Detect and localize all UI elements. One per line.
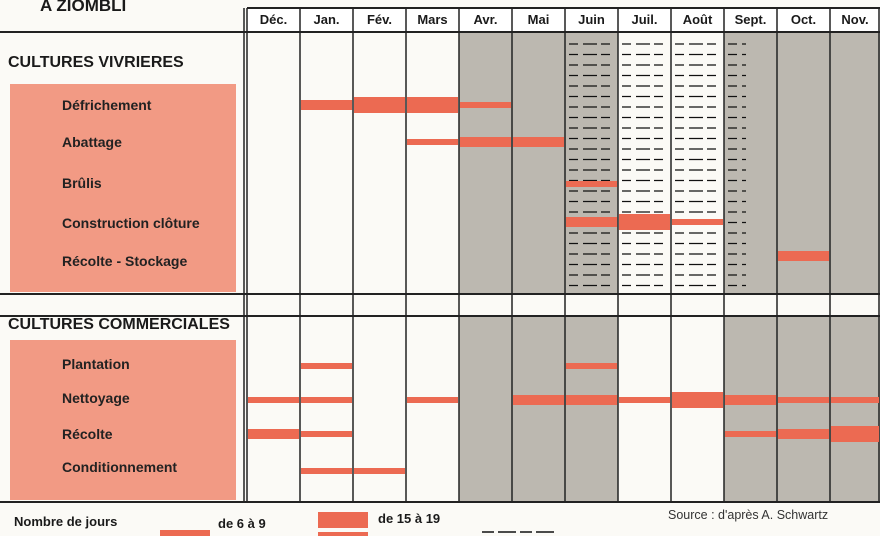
month-label: Mai — [527, 12, 550, 27]
row-label: Abattage — [62, 134, 122, 150]
activity-bar — [248, 429, 299, 439]
month-label: Déc. — [259, 12, 288, 27]
month-label: Juil. — [631, 12, 658, 27]
activity-bar — [831, 426, 879, 442]
rainy-season-band — [777, 316, 830, 502]
row-label: Construction clôture — [62, 215, 200, 231]
activity-bar — [248, 397, 299, 403]
activity-bar — [407, 139, 458, 145]
rainy-season-band — [724, 316, 777, 502]
activity-bar — [566, 181, 617, 187]
rainy-season-band — [565, 32, 618, 294]
activity-bar — [301, 431, 352, 437]
row-label: Plantation — [62, 356, 130, 372]
section-title-commerciales: CULTURES COMMERCIALES — [8, 316, 230, 333]
activity-bar — [778, 429, 829, 439]
row-label: Conditionnement — [62, 459, 178, 475]
activity-bar — [831, 397, 879, 403]
activity-bar — [566, 395, 617, 405]
rainy-season-band — [565, 316, 618, 502]
legend-swatch-medium — [318, 532, 368, 536]
row-label: Brûlis — [62, 175, 102, 191]
legend-low-label: de 6 à 9 — [218, 516, 266, 531]
row-label: Défrichement — [62, 97, 152, 113]
row-label: Récolte - Stockage — [62, 253, 188, 269]
activity-bar — [407, 397, 458, 403]
month-label: Oct. — [790, 12, 817, 27]
activity-bar — [725, 395, 776, 405]
activity-bar — [301, 397, 352, 403]
rainy-season-band — [830, 316, 880, 502]
activity-bar — [460, 102, 511, 108]
activity-bar — [301, 363, 352, 369]
rainy-season-band — [459, 316, 512, 502]
activity-bar — [566, 363, 617, 369]
rainy-season-band — [512, 32, 565, 294]
page-title: A ZIOMBLI — [40, 0, 127, 15]
row-label: Nettoyage — [62, 390, 130, 406]
legend-high-label: de 15 à 19 — [378, 511, 441, 526]
month-label: Jan. — [313, 12, 340, 27]
activity-bar — [672, 219, 723, 225]
activity-bar — [778, 251, 829, 261]
month-label: Nov. — [841, 12, 869, 27]
activity-bar — [407, 97, 458, 113]
month-label: Août — [682, 12, 713, 27]
activity-bar — [301, 468, 352, 474]
rainy-season-band — [512, 316, 565, 502]
activity-bar — [619, 397, 670, 403]
month-label: Sept. — [734, 12, 767, 27]
activity-bar — [354, 97, 405, 113]
activity-bar — [725, 431, 776, 437]
rainy-season-band — [830, 32, 880, 294]
activity-bar — [354, 468, 405, 474]
month-label: Mars — [417, 12, 448, 27]
activity-bar — [513, 137, 564, 147]
activity-bar — [778, 397, 829, 403]
rainy-season-band — [459, 32, 512, 294]
rainy-season-band — [724, 32, 777, 294]
activity-bar — [513, 395, 564, 405]
legend-swatch-low — [160, 530, 210, 536]
row-label: Récolte — [62, 426, 113, 442]
month-label: Avr. — [473, 12, 498, 27]
legend-heading: Nombre de jours — [14, 514, 118, 529]
month-label: Juin — [578, 12, 605, 27]
activity-bar — [301, 100, 352, 110]
activity-bar — [619, 214, 670, 230]
activity-bar — [672, 392, 723, 408]
activity-bar — [566, 217, 617, 227]
legend-swatch-high — [318, 512, 368, 528]
source-note: Source : d'après A. Schwartz — [668, 508, 829, 522]
month-label: Fév. — [366, 12, 393, 27]
activity-bar — [460, 137, 511, 147]
section-title-vivrieres: CULTURES VIVRIERES — [8, 54, 184, 71]
